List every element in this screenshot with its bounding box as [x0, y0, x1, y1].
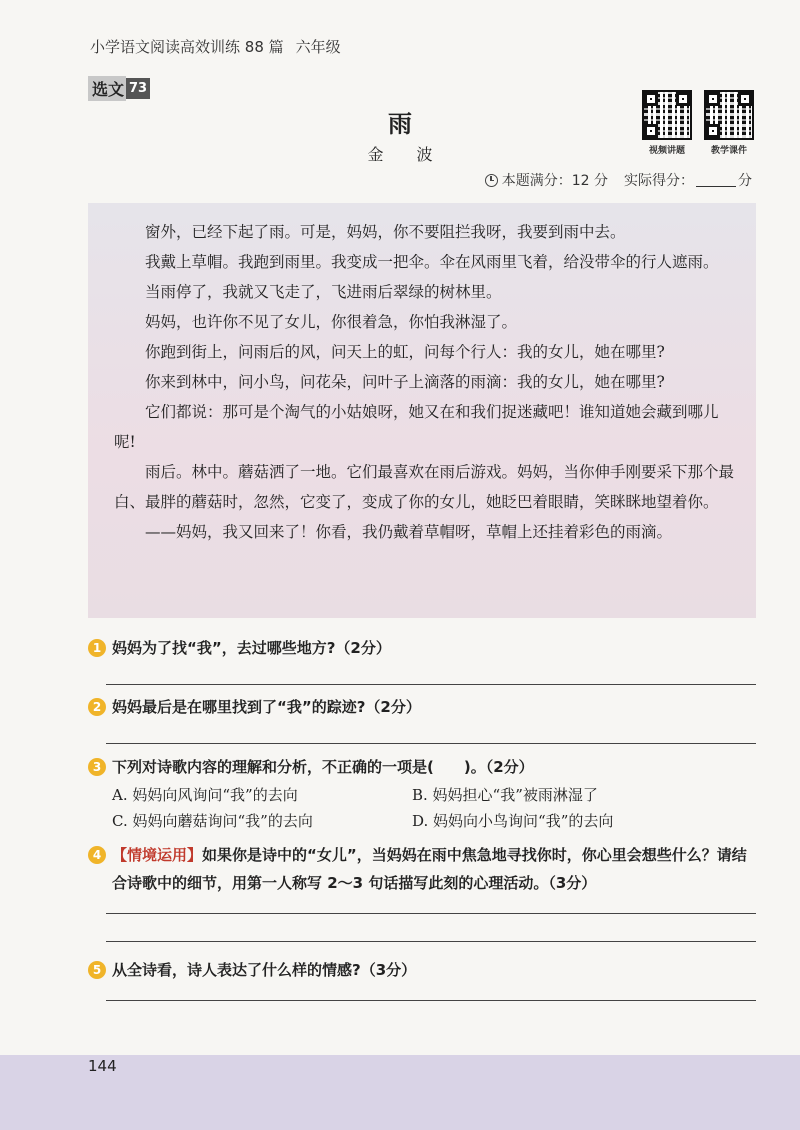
- qr-courseware[interactable]: [704, 90, 754, 156]
- selection-tag: [88, 76, 150, 100]
- question-text: 从全诗看，诗人表达了什么样的情感?（3分）: [112, 961, 417, 979]
- question-text: 妈妈最后是在哪里找到了“我”的踪迹?（2分）: [112, 698, 421, 716]
- passage-paragraph: 我戴上草帽。我跑到雨里。我变成一把伞。伞在风雨里飞着，给没带伞的行人遮雨。: [145, 253, 719, 271]
- question-text: 下列对诗歌内容的理解和分析，不正确的一项是( )。（2分）: [112, 758, 534, 776]
- selection-tag-label: 选文: [88, 76, 126, 101]
- question-number: 3: [88, 758, 106, 776]
- score-line: [485, 170, 752, 190]
- selection-tag-number: 73: [126, 78, 150, 99]
- book-title: 小学语文阅读高效训练 88 篇: [90, 38, 284, 56]
- question-5: [88, 956, 756, 984]
- qr-code-icon: [642, 90, 692, 140]
- qr-courseware-label: 教学课件: [710, 146, 747, 156]
- page-footer: [0, 1055, 800, 1130]
- qr-video[interactable]: [642, 90, 692, 156]
- poem-title: 雨: [388, 110, 412, 138]
- answer-line-4a[interactable]: [106, 913, 756, 914]
- question-3-options: [112, 782, 752, 834]
- passage-paragraph: 它们都说：那可是个淘气的小姑娘呀，她又在和我们捉迷藏吧！谁知道她会藏到哪儿呢!: [114, 403, 719, 451]
- qr-video-label: 视频讲题: [648, 146, 685, 156]
- clock-icon: [485, 174, 498, 187]
- question-3: [88, 753, 756, 781]
- qr-code-icon: [704, 90, 754, 140]
- poem-passage: [88, 203, 756, 618]
- question-2: [88, 693, 756, 721]
- answer-line-1[interactable]: [106, 684, 756, 685]
- answer-line-5[interactable]: [106, 1000, 756, 1001]
- question-text: 妈妈为了找“我”，去过哪些地方?（2分）: [112, 639, 391, 657]
- passage-paragraph: 你跑到街上，问雨后的风，问天上的虹，问每个行人：我的女儿，她在哪里?: [145, 343, 665, 361]
- full-score: 本题满分：12 分: [501, 173, 608, 189]
- question-number: 2: [88, 698, 106, 716]
- grade-label: 六年级: [295, 38, 341, 56]
- option-b[interactable]: B. 妈妈担心“我”被雨淋湿了: [412, 786, 598, 804]
- question-text: 如果你是诗中的“女儿”，当妈妈在雨中焦急地寻找你时，你心里会想些什么？请结合诗歌中的细节，用第一人称写 2～3 句话描写此刻的心理活动。（3分）: [112, 846, 747, 892]
- scenario-tag: 【情境运用】: [112, 846, 203, 864]
- question-number: 5: [88, 961, 106, 979]
- score-unit: 分: [738, 173, 752, 189]
- option-c[interactable]: C. 妈妈向蘑菇询问“我”的去向: [112, 812, 313, 830]
- option-d[interactable]: D. 妈妈向小鸟询问“我”的去向: [412, 812, 614, 830]
- page-header: [90, 36, 341, 57]
- question-number: 1: [88, 639, 106, 657]
- question-4: [88, 841, 756, 897]
- actual-score-label: 实际得分：: [624, 173, 694, 189]
- passage-paragraph: ——妈妈，我又回来了！你看，我仍戴着草帽呀，草帽上还挂着彩色的雨滴。: [145, 523, 673, 541]
- answer-line-2[interactable]: [106, 743, 756, 744]
- passage-paragraph: 妈妈，也许你不见了女儿，你很着急，你怕我淋湿了。: [145, 313, 518, 331]
- passage-paragraph: 雨后。林中。蘑菇洒了一地。它们最喜欢在雨后游戏。妈妈，当你伸手刚要采下那个最白、最胖的蘑菇时，忽然，它变了，变成了你的女儿，她眨巴着眼睛，笑眯眯地望着你。: [114, 463, 735, 511]
- passage-paragraph: 窗外，已经下起了雨。可是，妈妈，你不要阻拦我呀，我要到雨中去。: [145, 223, 626, 241]
- question-1: [88, 634, 756, 662]
- actual-score-blank[interactable]: [696, 173, 736, 187]
- question-number: 4: [88, 846, 106, 864]
- passage-paragraph: 当雨停了，我就又飞走了，飞进雨后翠绿的树林里。: [145, 283, 502, 301]
- poem-author: 金 波: [367, 145, 447, 164]
- passage-paragraph: 你来到林中，问小鸟，问花朵，问叶子上滴落的雨滴：我的女儿，她在哪里?: [145, 373, 665, 391]
- answer-line-4b[interactable]: [106, 941, 756, 942]
- page-number: 144: [88, 1057, 117, 1075]
- option-a[interactable]: A. 妈妈向风询问“我”的去向: [112, 786, 298, 804]
